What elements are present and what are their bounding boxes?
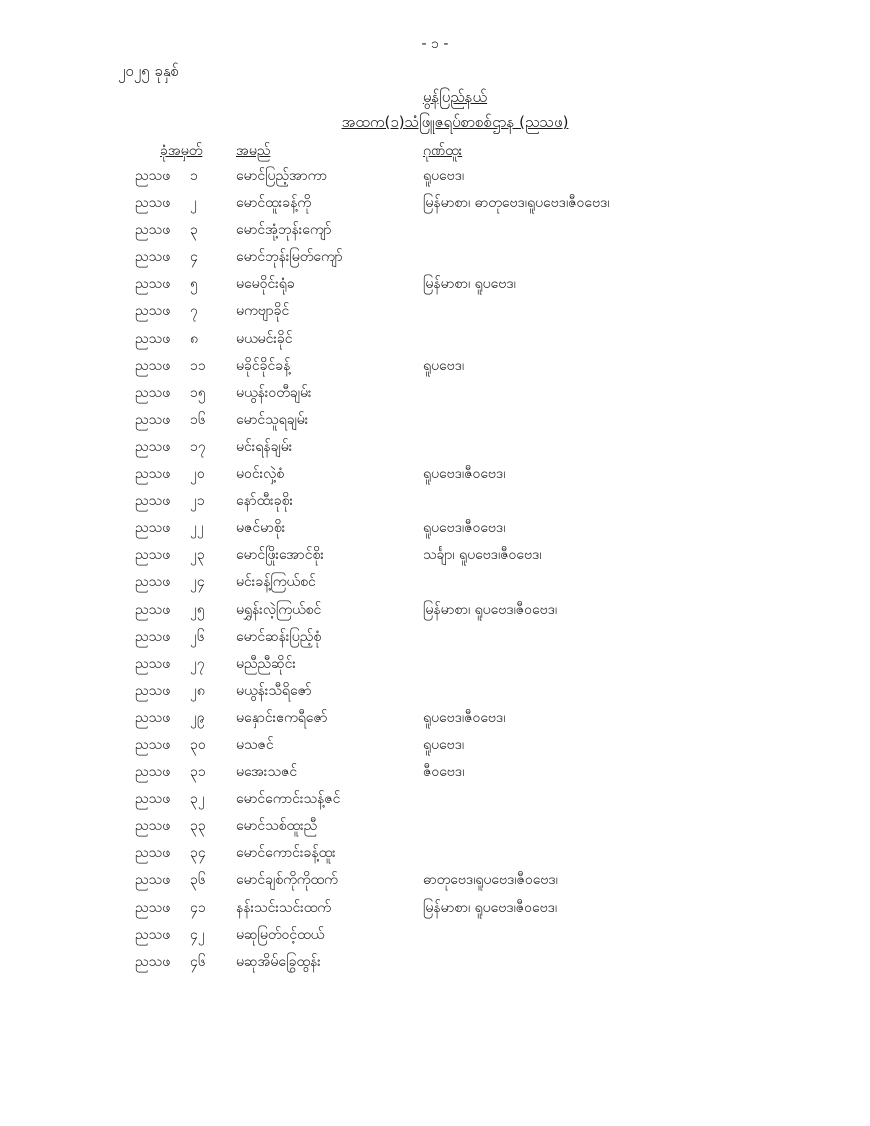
distinction: မြန်မာစာ၊ ဓာတုဗေဒ၊ရူပဗေဒ၊ဇီဝဗေဒ၊ — [423, 195, 610, 212]
student-name: မဆုအိမ်ခြွေထွန်း — [236, 953, 321, 970]
document-title: မွန်ပြည်နယ် — [422, 88, 488, 106]
student-name: မောင်ကောင်းသန့်ဇင် — [236, 791, 341, 808]
roll-prefix: ညသဖ — [135, 249, 171, 266]
header-name: အမည် — [236, 143, 271, 159]
distinction: ရူပဗေဒ၊ဇီဝဗေဒ၊ — [423, 520, 506, 537]
roll-prefix: ညသဖ — [135, 953, 171, 970]
roll-number: ၃၂ — [190, 791, 205, 808]
student-name: မောင်ဆန်းပြည့်စုံ — [236, 628, 322, 645]
student-name: မောင်ချစ်ကိုကိုထက် — [236, 872, 338, 889]
roll-number: ၃၀ — [190, 736, 206, 753]
student-name: နန်းသင်းသင်းထက် — [236, 899, 331, 916]
distinction: သင်္ချာ၊ ရူပဗေဒ၊ဇီဝဗေဒ၊ — [423, 547, 542, 564]
table-row — [0, 600, 870, 627]
distinction: မြန်မာစာ၊ ရူပဗေဒ၊ — [423, 276, 516, 293]
roll-number: ၂၅ — [190, 601, 205, 618]
roll-number: ၁၅ — [190, 384, 206, 401]
student-name: မောင်သစ်ထူးညီ — [236, 818, 318, 835]
distinction: ရူပဗေဒ၊ဇီဝဗေဒ၊ — [423, 466, 506, 483]
roll-number: ၂၄ — [190, 574, 205, 591]
student-name: မယွန်းသီရိဇော် — [236, 682, 312, 699]
roll-number: ၂၉ — [190, 709, 205, 726]
roll-prefix: ညသဖ — [135, 682, 171, 699]
roll-number: ၂၃ — [190, 547, 205, 564]
student-name: မောင်ကောင်းခန့်ထူး — [236, 845, 336, 862]
student-name: မောင်ထူးခန့်ကို — [236, 195, 312, 212]
roll-number: ၃၁ — [190, 764, 206, 781]
table-row — [0, 843, 870, 870]
document-subtitle: အထက(၁)သံဖြူဇရပ်စာစစ်ဌာန (ညသဖ) — [341, 113, 569, 131]
roll-prefix: ညသဖ — [135, 438, 171, 455]
table-row — [0, 356, 870, 383]
roll-prefix: ညသဖ — [135, 764, 171, 781]
roll-prefix: ညသဖ — [135, 547, 171, 564]
student-name: နော်ထီးခုစိုး — [236, 493, 293, 510]
year-label: ၂၀၂၅ ခုနှစ် — [118, 62, 180, 80]
student-name: မကဗျာခိုင် — [236, 303, 290, 320]
roll-number: ၂၁ — [190, 493, 205, 510]
student-name: မခိုင်ခိုင်ခန့် — [236, 357, 291, 374]
roll-number: ၅ — [190, 276, 198, 293]
student-name: မောင်သူရချမ်း — [236, 411, 309, 428]
roll-number: ၄၂ — [190, 926, 205, 943]
roll-number: ၁၇ — [190, 438, 206, 455]
table-row — [0, 870, 870, 897]
student-name: မယမင်းခိုင် — [236, 330, 293, 347]
roll-prefix: ညသဖ — [135, 195, 171, 212]
roll-number: ၄၁ — [190, 899, 206, 916]
roll-number: ၁၆ — [190, 411, 206, 428]
roll-number: ၂ — [190, 195, 197, 212]
table-row — [0, 220, 870, 247]
roll-number: ၈ — [190, 330, 198, 347]
table-row — [0, 545, 870, 572]
table-row — [0, 816, 870, 843]
roll-number: ၂၆ — [190, 628, 205, 645]
table-row — [0, 572, 870, 599]
table-row — [0, 491, 870, 518]
roll-prefix: ညသဖ — [135, 845, 171, 862]
roll-prefix: ညသဖ — [135, 628, 171, 645]
distinction: မြန်မာစာ၊ ရူပဗေဒ၊ဇီဝဗေဒ၊ — [423, 601, 558, 618]
roll-prefix: ညသဖ — [135, 384, 171, 401]
student-name: မောင်ပြည့်အာကာ — [236, 168, 328, 184]
table-row — [0, 708, 870, 735]
roll-number: ၃ — [190, 222, 198, 239]
roll-prefix: ညသဖ — [135, 493, 171, 510]
student-name: မမေဝိုင်းရုံခ — [236, 276, 295, 293]
table-row — [0, 762, 870, 789]
distinction: ရူပဗေဒ၊ — [423, 357, 465, 374]
table-row — [0, 735, 870, 762]
table-row — [0, 898, 870, 925]
table-row — [0, 166, 870, 193]
table-row — [0, 952, 870, 979]
student-name: မအေးသဇင် — [236, 764, 298, 781]
roll-number: ၄၆ — [190, 953, 206, 970]
roll-prefix: ညသဖ — [135, 276, 171, 293]
student-name: မဇင်မာစိုး — [236, 520, 286, 537]
distinction: ရူပဗေဒ၊ဇီဝဗေဒ၊ — [423, 709, 506, 726]
roll-number: ၂၇ — [190, 655, 205, 672]
table-row — [0, 681, 870, 708]
roll-prefix: ညသဖ — [135, 574, 171, 591]
table-row — [0, 193, 870, 220]
roll-number: ၃၄ — [190, 845, 206, 862]
roll-prefix: ညသဖ — [135, 926, 171, 943]
roll-prefix: ညသဖ — [135, 330, 171, 347]
table-row — [0, 410, 870, 437]
table-row — [0, 627, 870, 654]
student-name: မရွှန်းလဲ့ကြယ်စင် — [236, 601, 322, 618]
roll-prefix: ညသဖ — [135, 466, 171, 483]
table-row — [0, 654, 870, 681]
student-name: မောင်ဖြိုးအောင်စိုး — [236, 547, 324, 564]
student-name: မယွန်းဝတီချမ်း — [236, 384, 312, 401]
header-distinction: ဂုဏ်ထူး — [423, 143, 463, 159]
roll-prefix: ညသဖ — [135, 411, 171, 428]
roll-prefix: ညသဖ — [135, 520, 171, 537]
student-name: မောင်အုံ့ဘုန်းကျော် — [236, 222, 332, 239]
roll-prefix: ညသဖ — [135, 736, 171, 753]
roll-prefix: ညသဖ — [135, 655, 171, 672]
roll-prefix: ညသဖ — [135, 818, 171, 835]
page-number: - ၁ - — [421, 36, 449, 52]
table-row — [0, 247, 870, 274]
roll-number: ၂၀ — [190, 466, 205, 483]
roll-number: ၃၆ — [190, 872, 206, 889]
student-name: မညီညီဆိုင်း — [236, 655, 296, 672]
roll-number: ၇ — [190, 303, 198, 320]
table-row — [0, 301, 870, 328]
distinction: ရူပဗေဒ၊ — [423, 736, 465, 753]
table-row — [0, 437, 870, 464]
roll-prefix: ညသဖ — [135, 872, 171, 889]
student-name: မနှောင်းဧကရီဇော် — [236, 709, 328, 726]
student-name: မဆုမြတ်ဝင့်ထယ် — [236, 926, 325, 943]
roll-prefix: ညသဖ — [135, 899, 171, 916]
distinction: ဇီဝဗေဒ၊ — [423, 764, 465, 781]
roll-prefix: ညသဖ — [135, 601, 171, 618]
roll-prefix: ညသဖ — [135, 709, 171, 726]
student-name: မဝင်းလှဲ့စံ — [236, 466, 285, 483]
table-row — [0, 925, 870, 952]
student-name: မင်းခန့်ကြယ်စင် — [236, 574, 316, 591]
roll-number: ၄ — [190, 249, 198, 266]
table-row — [0, 274, 870, 301]
roll-prefix: ညသဖ — [135, 222, 171, 239]
results-table — [0, 166, 870, 979]
roll-number: ၂၂ — [190, 520, 204, 537]
roll-number: ၁၁ — [190, 357, 206, 374]
header-roll-number: ခုံအမှတ် — [160, 143, 203, 159]
distinction: မြန်မာစာ၊ ရူပဗေဒ၊ဇီဝဗေဒ၊ — [423, 899, 558, 916]
roll-number: ၁ — [190, 168, 198, 184]
table-row — [0, 518, 870, 545]
table-row — [0, 464, 870, 491]
student-name: မင်းရန်ချမ်း — [236, 438, 293, 455]
table-row — [0, 329, 870, 356]
table-row — [0, 383, 870, 410]
roll-prefix: ညသဖ — [135, 168, 171, 184]
roll-number: ၃၃ — [190, 818, 206, 835]
student-name: မောင်ဘုန်းမြတ်ကျော် — [236, 249, 343, 266]
roll-prefix: ညသဖ — [135, 357, 171, 374]
table-header — [0, 141, 870, 165]
distinction: ဓာတုဗေဒ၊ရူပဗေဒ၊ဇီဝဗေဒ၊ — [423, 872, 558, 889]
roll-prefix: ညသဖ — [135, 303, 171, 320]
table-row — [0, 789, 870, 816]
student-name: မသဇင် — [236, 736, 274, 753]
distinction: ရူပဗေဒ၊ — [423, 168, 465, 184]
roll-number: ၂၈ — [190, 682, 205, 699]
roll-prefix: ညသဖ — [135, 791, 171, 808]
